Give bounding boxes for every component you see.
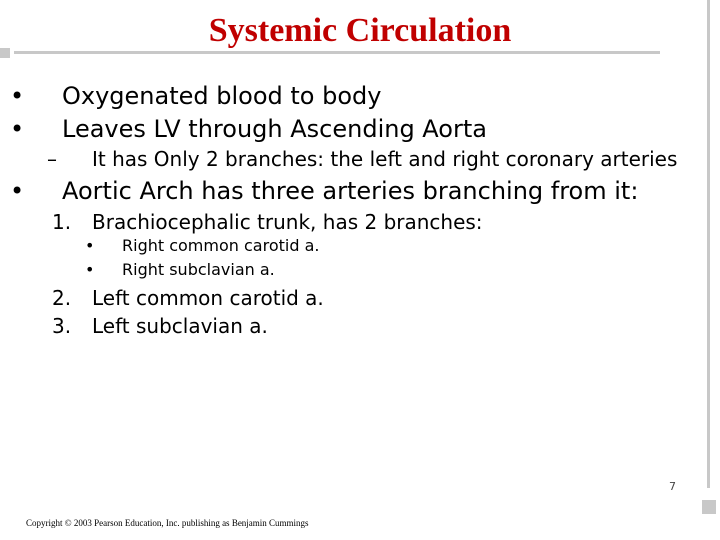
item-left-common-carotid: Left common carotid a. — [92, 286, 324, 310]
bullet-leaves-lv: Leaves LV through Ascending Aorta — [62, 115, 487, 143]
sub-right-subclavian: Right subclavian a. — [122, 260, 275, 279]
copyright-footer: Copyright © 2003 Pearson Education, Inc. publishing as Benjamin Cummings — [26, 518, 309, 528]
bullet-icon: • — [10, 82, 25, 110]
number-label-2: 2. — [52, 286, 72, 310]
bullet-icon: • — [85, 236, 95, 255]
title-divider — [14, 51, 660, 54]
slide-title: Systemic Circulation — [208, 12, 512, 49]
number-label-1: 1. — [52, 210, 72, 234]
page-number: 7 — [669, 480, 676, 493]
bullet-aortic-arch: Aortic Arch has three arteries branching from it: — [62, 177, 639, 205]
number-label-3: 3. — [52, 314, 72, 338]
bullet-icon: • — [85, 260, 95, 279]
item-left-subclavian: Left subclavian a. — [92, 314, 268, 338]
sub-right-common-carotid: Right common carotid a. — [122, 236, 320, 255]
bullet-oxygenated-blood: Oxygenated blood to body — [62, 82, 382, 110]
bullet-icon: • — [10, 115, 25, 143]
corner-square-decoration-bottom — [702, 500, 716, 514]
dash-icon: – — [47, 147, 57, 171]
bullet-icon: • — [10, 177, 25, 205]
corner-square-decoration — [0, 48, 10, 58]
item-brachiocephalic-trunk: Brachiocephalic trunk, has 2 branches: — [92, 210, 483, 234]
sub-coronary-branches: It has Only 2 branches: the left and right coronary arteries — [92, 147, 678, 171]
right-vertical-rule — [707, 0, 710, 488]
